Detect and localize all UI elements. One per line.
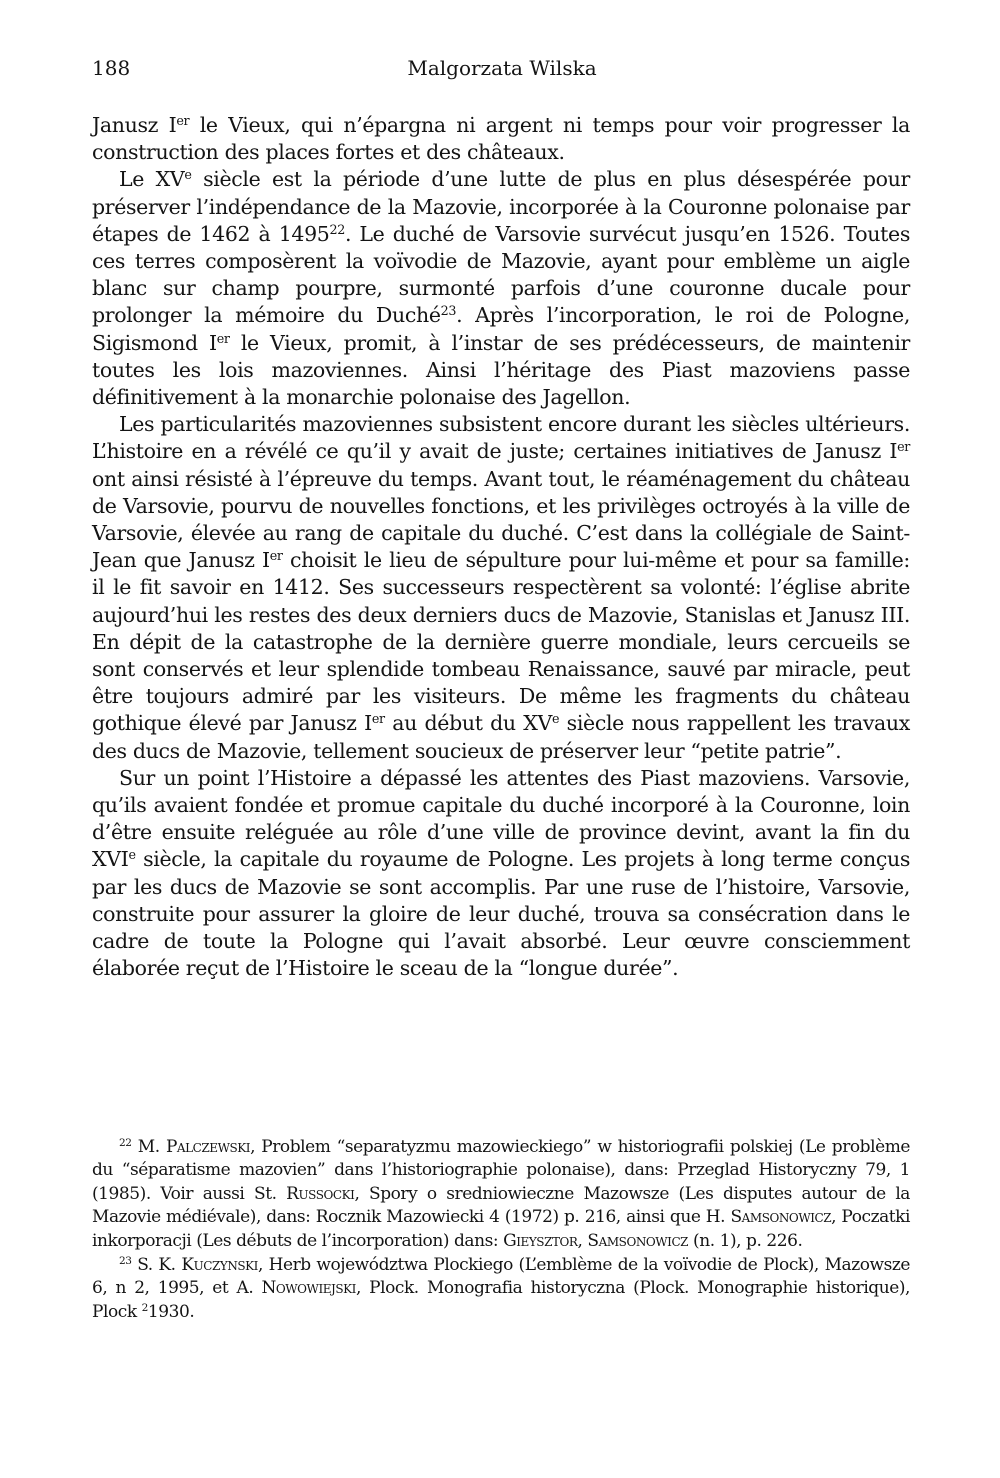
- superscript: er: [176, 113, 190, 129]
- text-run: (n. 1), p. 226.: [688, 1230, 803, 1251]
- author-name: Gieysztor: [503, 1230, 578, 1251]
- footnotes: [92, 1136, 910, 1324]
- text-run: ont ainsi résisté à l’épreuve du temps. Avant tout, le réaménagement du château de Varsovie, pourvu de nouvelles fonctions, et les privilèges octroyés à la ville de Varsovie, élevée au rang de capitale du duché. C’est dans la collégiale de Saint-Jean que Janusz I: [92, 466, 910, 573]
- superscript: er: [371, 711, 385, 727]
- superscript: e: [551, 711, 560, 727]
- superscript: e: [184, 167, 192, 183]
- paragraph-3: [92, 411, 910, 765]
- author-name: Kuczynski: [181, 1255, 258, 1276]
- text-run: Les particularités mazoviennes subsistent encore durant les siècles ultérieurs. L’histoire en a révélé ce qu’il y avait de juste; certaines initiatives de Janusz I: [92, 412, 910, 464]
- superscript: er: [216, 330, 230, 346]
- superscript: 2: [141, 1302, 148, 1315]
- paragraph-4: [92, 765, 910, 983]
- footnote-23: [92, 1254, 910, 1324]
- text-run: le Vieux, promit, à l’instar de ses prédécesseurs, de maintenir toutes les lois mazoviennes. Ainsi l’héritage des Piast mazoviens passe définitivement à la monarchie polonaise des Jagellon.: [92, 330, 910, 410]
- text-run: siècle nous rappellent les travaux des ducs de Mazovie, tellement soucieux de préserver leur “petite patrie”.: [92, 711, 910, 763]
- superscript: er: [897, 439, 910, 455]
- text-run: Sur un point l’Histoire a dépassé les attentes des Piast mazoviens. Varsovie, qu’ils avaient fondée et promue capitale du duché incorporé à la Couronne, loin d’être ensuite reléguée au rôle d’une ville de province devint, avant la fin du XVI: [92, 765, 910, 872]
- text-run: choisit le lieu de sépulture pour lui-même et pour sa famille: il le fit savoir en 1412. Ses successeurs respectèrent sa volonté: l’église abrite aujourd’hui les restes des deux derniers ducs de Mazovie, Stanislas et Janusz III. En dépit de la catastrophe de la dernière guerre mondiale, leurs cercueils se sont conservés et leur splendide tombeau Renaissance, sauvé par miracle, peut être toujours admiré par les visiteurs. De même les fragments du château gothique élevé par Janusz I: [92, 548, 910, 736]
- text-run: . Après l’incorporation, le roi de Pologne, Sigismond I: [92, 303, 911, 355]
- superscript: 23: [119, 1255, 132, 1268]
- text-run: Janusz I: [92, 113, 177, 137]
- text-run: M.: [131, 1137, 166, 1157]
- author-name: Palczewski: [165, 1137, 251, 1157]
- text-run: , Plock. Monografia historyczna (Plock. Monographie historique), Plock: [92, 1278, 910, 1322]
- author-name: Nowowiejski: [261, 1278, 356, 1299]
- text-run: , Problem “separatyzmu mazowieckiego” w historiografii polskiej (Le problème du “séparatisme mazovien” dans l’historiographie polonaise), dans: Przeglad Historyczny 79, 1 (1985). Voir aussi St.: [92, 1137, 910, 1204]
- text-run: Le XV: [119, 167, 185, 192]
- text-run: 1930.: [147, 1301, 195, 1322]
- footnote-22: [92, 1136, 910, 1253]
- author-name: Samsonowicz: [730, 1207, 832, 1228]
- paragraph-1: [92, 112, 910, 166]
- text-run: le Vieux, qui n’épargna ni argent ni temps pour voir progresser la construction des places fortes et des châteaux.: [92, 113, 911, 165]
- superscript: er: [269, 548, 283, 564]
- superscript: 22: [119, 1137, 132, 1150]
- page-number: 188: [92, 56, 131, 80]
- superscript: 23: [440, 303, 457, 319]
- running-head: Malgorzata Wilska: [407, 56, 597, 80]
- text-run: ,: [577, 1230, 588, 1251]
- text-run: siècle est la période d’une lutte de plus en plus désespérée pour préserver l’indépendance de la Mazovie, incorporée à la Couronne polonaise par étapes de 1462 à 1495: [92, 167, 910, 246]
- text-run: , Herb województwa Plockiego (L’emblème de la voïvodie de Plock), Mazowsze 6, n 2, 1995, et A.: [92, 1255, 910, 1299]
- superscript: 22: [329, 221, 345, 237]
- author-name: Samsonowicz: [587, 1230, 689, 1251]
- text-run: siècle, la capitale du royaume de Pologne. Les projets à long terme conçus par les ducs de Mazovie se sont accomplis. Par une ruse de l’histoire, Varsovie, construite pour assurer la gloire de leur duché, trouva sa consécration dans le cadre de toute la Pologne qui l’avait absorbé. Leur œuvre consciemment élaborée reçut de l’Histoire le sceau de la “longue durée”.: [92, 847, 910, 981]
- body-text: [92, 112, 910, 983]
- text-run: . Le duché de Varsovie survécut jusqu’en 1526. Toutes ces terres composèrent la voïvodie de Mazovie, ayant pour emblème un aigle blanc sur champ pourpre, surmonté parfois d’une couronne ducale pour prolonger la mémoire du Duché: [92, 221, 910, 328]
- superscript: e: [128, 847, 136, 863]
- paragraph-2: [92, 166, 910, 411]
- page-header: [92, 56, 912, 86]
- author-name: Russocki: [286, 1183, 355, 1204]
- text-run: , Poczatki inkorporacji (Les débuts de l’incorporation) dans:: [92, 1207, 910, 1251]
- text-run: S. K.: [131, 1255, 182, 1276]
- text-run: au début du XV: [384, 711, 552, 736]
- text-run: , Spory o sredniowieczne Mazowsze (Les disputes autour de la Mazovie médiévale), dans: Rocznik Mazowiecki 4 (1972) p. 216, ainsi que H.: [92, 1183, 910, 1228]
